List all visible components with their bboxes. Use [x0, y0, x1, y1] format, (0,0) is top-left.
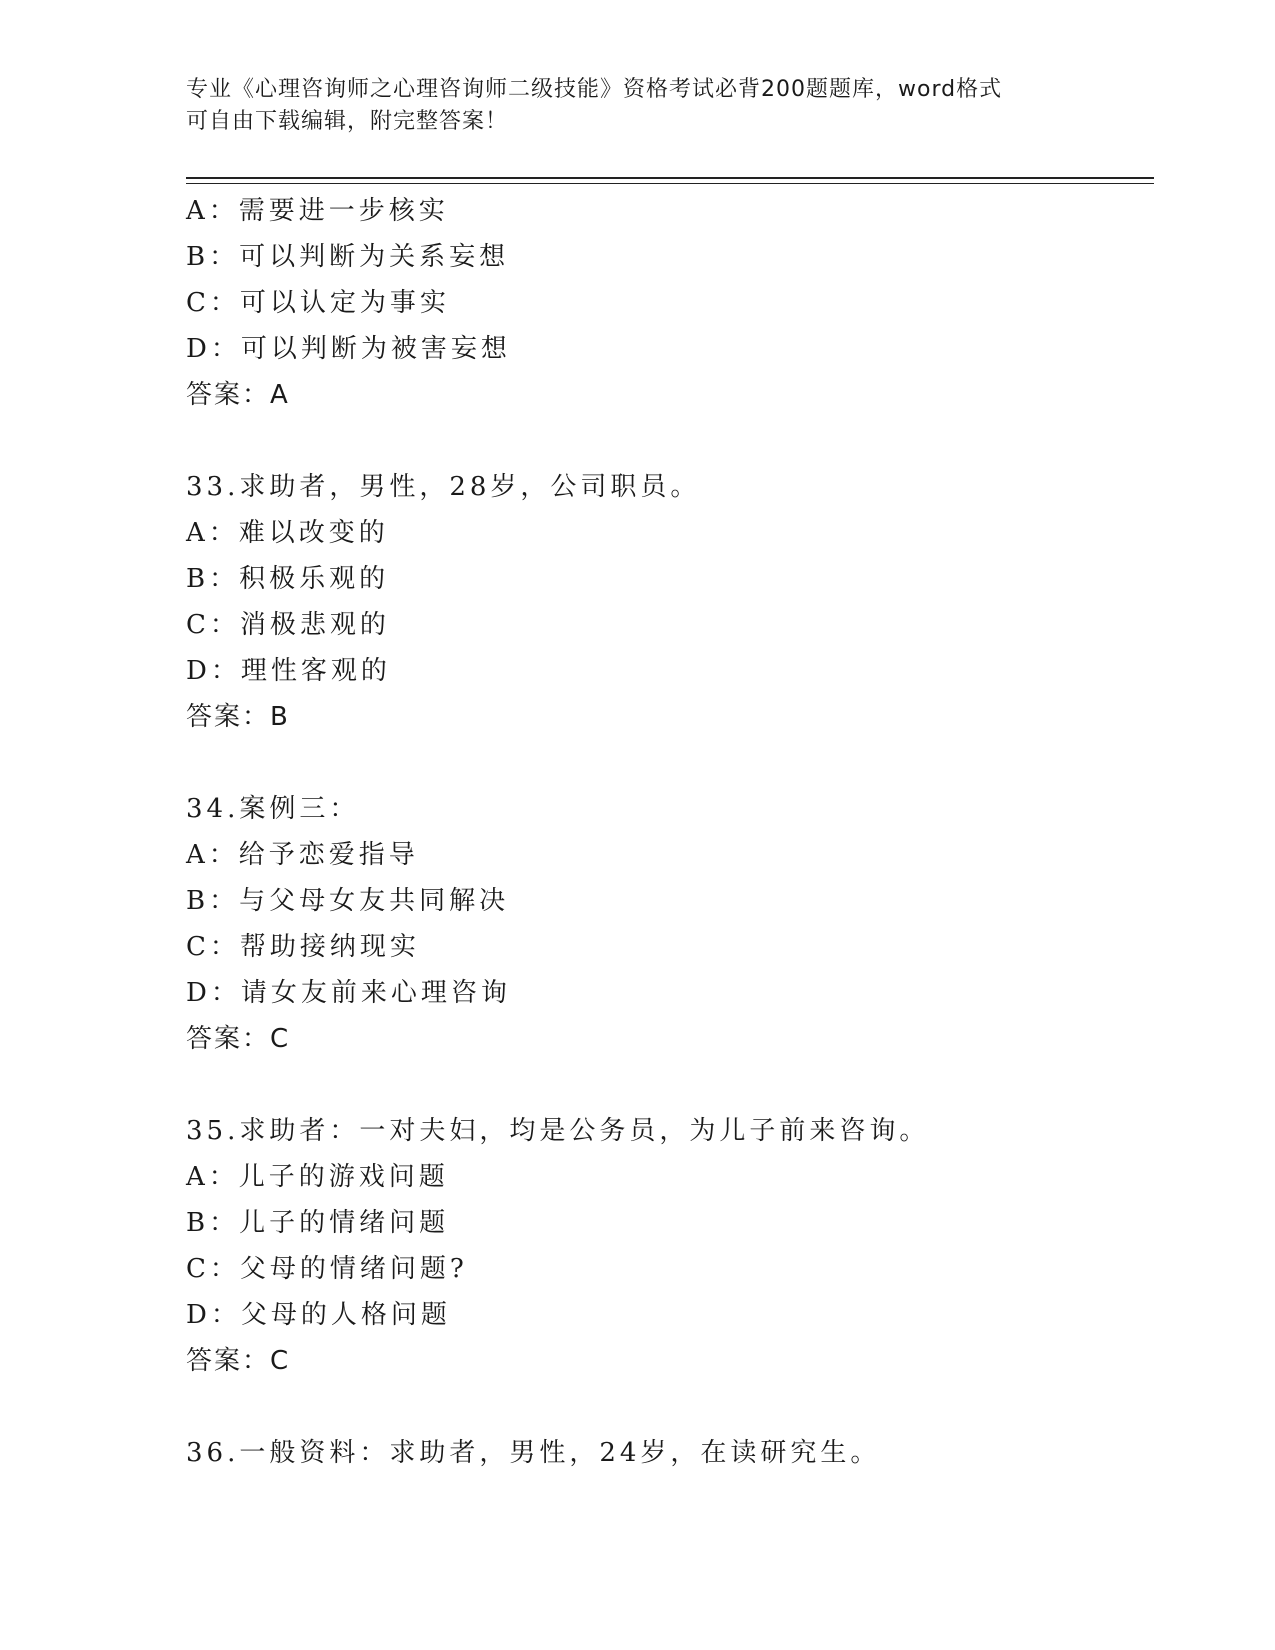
option-d: D：可以判断为被害妄想: [186, 334, 511, 364]
option-b: B：与父母女友共同解决: [186, 886, 510, 916]
header-divider-thin: [186, 183, 1154, 184]
header-line-2: 可自由下载编辑，附完整答案！: [186, 109, 509, 134]
option-a: A：需要进一步核实: [186, 196, 449, 226]
answer-line: 答案：A: [186, 380, 290, 410]
option-d: D：理性客观的: [186, 656, 391, 686]
question-text: 35.求助者：一对夫妇，均是公务员，为儿子前来咨询。: [186, 1116, 930, 1146]
option-a: A：难以改变的: [186, 518, 389, 548]
question-block-34: [186, 786, 1146, 1062]
document-header: [186, 74, 1086, 138]
header-line-1: 专业《心理咨询师之心理咨询师二级技能》资格考试必背200题题库，word格式: [186, 77, 1003, 102]
spacer: [186, 418, 1146, 464]
header-divider-thick: [186, 177, 1154, 179]
question-text: 34.案例三：: [186, 794, 360, 824]
spacer: [186, 1062, 1146, 1108]
question-text: 33.求助者，男性，28岁，公司职员。: [186, 472, 701, 502]
question-block-33: [186, 464, 1146, 740]
answer-line: 答案：C: [186, 1346, 291, 1376]
question-list: [186, 188, 1146, 1476]
option-a: A：给予恋爱指导: [186, 840, 419, 870]
question-block-continued: [186, 188, 1146, 418]
answer-line: 答案：B: [186, 702, 290, 732]
option-b: B：可以判断为关系妄想: [186, 242, 510, 272]
option-c: C：帮助接纳现实: [186, 932, 420, 962]
option-c: C：父母的情绪问题?: [186, 1254, 468, 1284]
question-text: 36.一般资料：求助者，男性，24岁，在读研究生。: [186, 1438, 881, 1468]
option-c: C：消极悲观的: [186, 610, 390, 640]
spacer: [186, 1384, 1146, 1430]
question-block-36: [186, 1430, 1146, 1476]
option-d: D：父母的人格问题: [186, 1300, 451, 1330]
option-b: B：儿子的情绪问题: [186, 1208, 450, 1238]
option-b: B：积极乐观的: [186, 564, 390, 594]
option-c: C：可以认定为事实: [186, 288, 450, 318]
option-a: A：儿子的游戏问题: [186, 1162, 449, 1192]
spacer: [186, 740, 1146, 786]
answer-line: 答案：C: [186, 1024, 291, 1054]
question-block-35: [186, 1108, 1146, 1384]
option-d: D：请女友前来心理咨询: [186, 978, 511, 1008]
